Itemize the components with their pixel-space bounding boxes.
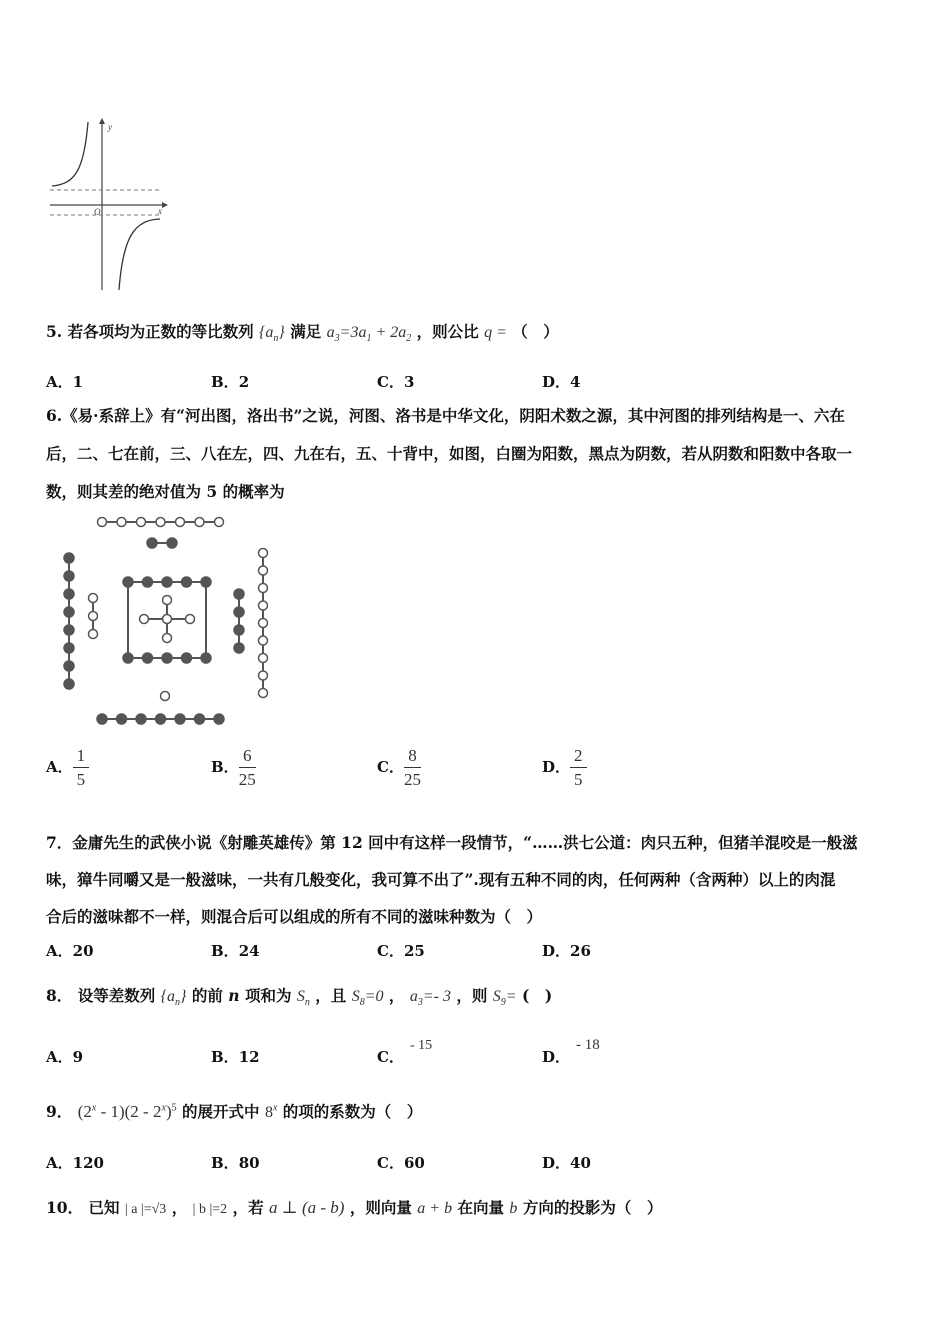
q8-sequence: $\{a_n\}$ [160, 988, 187, 1009]
hetu-right-nine-dot [259, 636, 268, 645]
hetu-center-bottom-five-dot [143, 653, 153, 663]
q6-line-1: 6.《易·系辞上》有“河出图，洛出书”之说，河图、洛书是中华文化，阴阳术数之源，其中河图的排列结构是一、六在 [46, 406, 845, 425]
hetu-bottom-six-dot [117, 714, 127, 724]
hetu-diagram [58, 508, 278, 730]
hetu-top-seven-dot [137, 518, 146, 527]
q7-line-3: 合后的滋味都不一样，则混合后可以组成的所有不同的滋味种数为（ ） [46, 907, 543, 926]
hetu-left-three-dot [89, 612, 98, 621]
hetu-center-bottom-five-dot [162, 653, 172, 663]
origin-label: O [94, 207, 101, 217]
q10-text-e: 方向的投影为（ ） [522, 1198, 663, 1217]
q8-S9: $S_9=$ [492, 988, 517, 1009]
hetu-right-four-dot [234, 589, 244, 599]
y-axis-arrow [99, 118, 105, 124]
x-axis-arrow [162, 202, 168, 208]
q6-line-2: 后，二、七在前，三、八在左，四、九在右，五、十背中，如图，白圈为阳数，黑点为阴数，若从阴数和阳数中各取一 [46, 444, 853, 463]
q8-option-b[interactable]: B．12 [211, 1048, 260, 1066]
q9-number: 9． [46, 1102, 73, 1121]
question-5 [46, 320, 559, 344]
q10-a-norm: | a |=√3 [124, 1202, 167, 1217]
hetu-top-seven-dot [176, 518, 185, 527]
hetu-left-eight-dot [64, 607, 74, 617]
hetu-bottom-six-dot [195, 714, 205, 724]
hetu-left-eight-dot [64, 571, 74, 581]
q9-term: 8$^x$ [264, 1102, 278, 1121]
hetu-right-nine-dot [259, 689, 268, 698]
q8-option-d[interactable]: D．- 18 [542, 1037, 600, 1066]
q10-perp: a ⊥ (a - b) [268, 1198, 345, 1217]
q5-text-b: 满足 [290, 322, 322, 341]
q5-text-c: ，则公比 [416, 322, 479, 341]
hetu-left-eight-dot [64, 589, 74, 599]
hetu-cross-dot [163, 615, 172, 624]
question-8 [46, 984, 552, 1008]
q7-line-2: 味，獐牛同嚼又是一般滋味，一共有几般变化，我可算不出了”.现有五种不同的肉，任何两种（含两种）以上的肉混 [46, 870, 836, 889]
q8-text-e: ，则 [456, 986, 488, 1005]
hetu-left-three-dot [89, 594, 98, 603]
hetu-cross-dot [163, 596, 172, 605]
q10-text-a: 已知 [88, 1198, 120, 1217]
q8-comma: ， [388, 986, 405, 1005]
hetu-top-seven-dot [156, 518, 165, 527]
hetu-bottom-six-dot [214, 714, 224, 724]
hetu-bottom-six-dot [136, 714, 146, 724]
q5-option-d[interactable]: D．4 [542, 373, 581, 391]
q5-sequence: $\{a_n\}$ [259, 324, 285, 345]
hetu-top-seven-dot [215, 518, 224, 527]
hetu-right-nine-dot [259, 601, 268, 610]
q8-paren: ( ) [521, 986, 553, 1005]
q10-text-d: 在向量 [457, 1198, 505, 1217]
hetu-right-nine-dot [259, 671, 268, 680]
q10-sep: ， [171, 1198, 188, 1217]
hetu-bottom-one-dot [161, 692, 170, 701]
hetu-right-four-dot [234, 625, 244, 635]
q9-text-b: 的项的系数为（ ） [282, 1102, 423, 1121]
q9-option-a[interactable]: A．120 [46, 1154, 104, 1172]
q8-option-a[interactable]: A．9 [46, 1048, 84, 1066]
q5-paren: （ ） [512, 322, 559, 341]
hetu-left-three-dot [89, 630, 98, 639]
hetu-left-eight-dot [64, 625, 74, 635]
q8-a3: $a_3=-$ 3 [409, 988, 451, 1009]
hetu-right-four-dot [234, 643, 244, 653]
hetu-bottom-six-dot [175, 714, 185, 724]
q7-option-c[interactable]: C．25 [377, 942, 425, 960]
hetu-center-top-five-dot [143, 577, 153, 587]
hetu-right-nine-dot [259, 654, 268, 663]
y-label: y [108, 122, 112, 132]
hetu-top-seven-dot [195, 518, 204, 527]
hetu-left-eight-dot [64, 643, 74, 653]
q8-option-c[interactable]: C．- 15 [377, 1038, 433, 1066]
q5-option-b[interactable]: B．2 [211, 373, 250, 391]
q10-b-vector: b [509, 1200, 518, 1217]
q6-option-b[interactable]: B． $\frac{6}{25}$ [211, 746, 256, 789]
q8-S8: $S_8=0$ [351, 988, 384, 1009]
hetu-right-four-dot [234, 607, 244, 617]
x-label: x [158, 206, 162, 216]
hetu-bottom-six-dot [156, 714, 166, 724]
q8-text-b: 的前 [191, 986, 223, 1005]
hetu-top-two-dot [147, 538, 157, 548]
q5-number: 5. [46, 322, 63, 341]
q10-sum: a + b [417, 1200, 453, 1217]
hetu-cross-dot [186, 615, 195, 624]
q10-text-b: ，若 [232, 1198, 264, 1217]
hyperbola-right-branch [119, 219, 160, 290]
hetu-bottom-six-dot [97, 714, 107, 724]
q8-text-d: ，且 [315, 986, 347, 1005]
q8-text-c: 项和为 [244, 986, 292, 1005]
q9-option-d[interactable]: D．40 [542, 1154, 591, 1172]
q7-option-a[interactable]: A．20 [46, 942, 94, 960]
question-10 [46, 1196, 662, 1218]
hetu-cross-dot [140, 615, 149, 624]
q5-text-a: 若各项均为正数的等比数列 [67, 322, 254, 341]
hetu-left-eight-dot [64, 553, 74, 563]
q10-text-c: ，则向量 [349, 1198, 412, 1217]
q6-option-a[interactable]: A． $\frac{1}{5}$ [46, 746, 89, 790]
hetu-top-seven-dot [98, 518, 107, 527]
hetu-top-two-dot [167, 538, 177, 548]
q6-option-c[interactable]: C． $\frac{8}{25}$ [377, 746, 421, 789]
q7-option-d[interactable]: D．26 [542, 942, 591, 960]
q5-option-c[interactable]: C．3 [377, 373, 415, 391]
hetu-top-seven-dot [117, 518, 126, 527]
q9-expression: (2$^x$ - 1)(2 - 2$^x$)$^5$ [77, 1102, 177, 1121]
hetu-center-bottom-five-dot [182, 653, 192, 663]
q7-line-1: 7．金庸先生的武侠小说《射雕英雄传》第 12 回中有这样一段情节，“……洪七公道：肉只五种，但猪羊混咬是一般滋 [46, 833, 858, 852]
q10-b-norm: | b |=2 [192, 1202, 228, 1217]
q9-option-b[interactable]: B．80 [211, 1154, 260, 1172]
hetu-center-top-five-dot [162, 577, 172, 587]
q5-equation: $a_3=3a_1 + 2a_2$ [326, 324, 412, 345]
q6-option-d[interactable]: D． $\frac{2}{5}$ [542, 746, 587, 790]
q7-option-b[interactable]: B．24 [211, 942, 260, 960]
hetu-left-eight-dot [64, 679, 74, 689]
q8-Sn: $S_n$ [296, 988, 310, 1009]
hyperbola-graph [44, 112, 174, 294]
q5-q-var: q = [484, 324, 507, 341]
hetu-cross-dot [163, 634, 172, 643]
q8-n: n [228, 986, 240, 1005]
q6-line-3: 数，则其差的绝对值为 5 的概率为 [46, 482, 285, 501]
hetu-center-top-five-dot [182, 577, 192, 587]
question-9 [46, 1100, 422, 1122]
hyperbola-left-branch [52, 122, 88, 186]
hetu-left-eight-dot [64, 661, 74, 671]
q9-text-a: 的展开式中 [182, 1102, 260, 1121]
q8-number: 8． [46, 986, 73, 1005]
hetu-right-nine-dot [259, 549, 268, 558]
q10-number: 10． [46, 1198, 84, 1217]
hetu-right-nine-dot [259, 619, 268, 628]
q8-text-a: 设等差数列 [77, 986, 156, 1005]
hetu-right-nine-dot [259, 566, 268, 575]
q9-option-c[interactable]: C．60 [377, 1154, 425, 1172]
q5-option-a[interactable]: A．1 [46, 373, 84, 391]
hetu-right-nine-dot [259, 584, 268, 593]
